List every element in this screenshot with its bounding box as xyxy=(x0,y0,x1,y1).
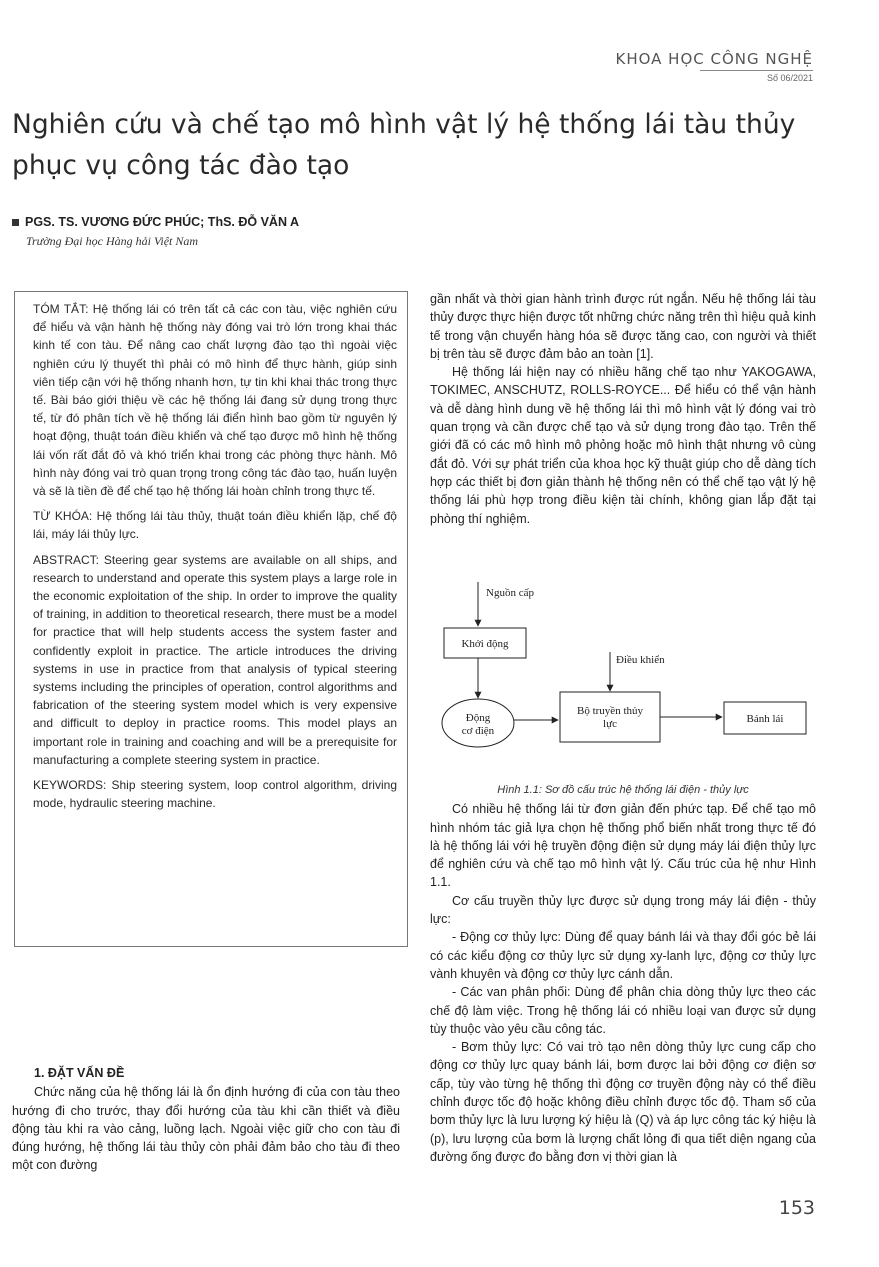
affiliation: Trường Đại học Hàng hải Việt Nam xyxy=(26,234,199,248)
right-column-body xyxy=(430,290,816,528)
abstract-text: Steering gear systems are available on all ships, and research to understand and operate this system plays a large role in the economic exploitation of the ship. In order to improve the quality of training, in addition to theoretical research, there must be a model for practice that will help students access the system faster and confidently exploit in practice. The article introduces the driving systems in use in practice from that analysis of typical steering systems including the principles of operation, control algorithms and fabrication of the steering system model which is very expensive and difficult to deploy in practice rooms. This model plays an important role in training and coaching and will be a prerequisite for manufacturing a complete steering system in practice. xyxy=(33,552,397,767)
label-khoi-dong: Khởi động xyxy=(461,638,509,650)
keywords-label: KEYWORDS: xyxy=(33,778,107,793)
keywords-paragraph xyxy=(33,776,397,812)
right-paragraph-3: Có nhiều hệ thống lái từ đơn giản đến phức tạp. Để chế tạo mô hình nhóm tác giả lựa chọn hệ thống phổ biến nhất trong thực tế đó là hệ thống lái với hệ truyền động điện sử dụng máy lái điện thủy lực để nghiên cứu và chế tạo mô hình vật lý. Cấu trúc của hệ như Hình 1.1. xyxy=(430,802,816,890)
header-issue: Số 06/2021 xyxy=(766,73,813,83)
paper-title: Nghiên cứu và chế tạo mô hình vật lý hệ thống lái tàu thủy phục vụ công tác đào tạo xyxy=(12,109,796,181)
label-dong-co-1: Động xyxy=(465,712,491,724)
right-paragraph-4: Cơ cấu truyền thủy lực được sử dụng trong máy lái điện - thủy lực: xyxy=(430,893,816,927)
section-heading: 1. ĐẶT VẤN ĐỀ xyxy=(34,1066,125,1080)
tom-tat-label: TÓM TẮT: xyxy=(33,302,89,316)
authors xyxy=(12,215,299,229)
right-column-body-lower xyxy=(430,781,816,1166)
label-banh-lai: Bánh lái xyxy=(746,713,784,725)
abstract-label: ABSTRACT: xyxy=(33,552,100,567)
label-bo-truyen-2: lực xyxy=(603,718,617,730)
header-section: KHOA HỌC CÔNG NGHỆ xyxy=(615,50,813,68)
right-paragraph-6: - Các van phân phối: Dùng để phân chia dòng thủy lực theo các chế độ làm việc. Trong hệ thống lái có nhiều loại van được sử dụng tùy thuộc vào yêu cầu công tác. xyxy=(430,985,816,1036)
figure-caption: Hình 1.1: Sơ đồ cấu trúc hệ thống lái điện - thủy lực xyxy=(497,784,749,796)
steering-system-diagram xyxy=(436,580,816,770)
right-paragraph-7: - Bơm thủy lực: Có vai trò tạo nên dòng thủy lực cung cấp cho động cơ thủy lực quay bánh lái, bơm được lai bởi động cơ điện sơ cấp, tùy vào từng hệ thống thì động cơ truyền động này có thể điều chỉnh được tốc độ hoặc không điều chỉnh được tốc độ. Tham số của bơm thủy lực là lưu lượng ký hiệu là (Q) và áp lực công tác ký hiệu là (p), lưu lượng của bơm là lượng chất lỏng đi qua tiết diện ngang của đường ống được đo bằng đơn vị thời gian là xyxy=(430,1040,816,1164)
right-paragraph-5: - Động cơ thủy lực: Dùng để quay bánh lái và thay đổi góc bẻ lái có các kiểu động cơ thủy lực sử dụng xy-lanh lực, động cơ thủy lực vành khuyên và động cơ thủy lực cánh dẫn. xyxy=(430,930,816,981)
tom-tat-paragraph xyxy=(33,300,397,500)
tu-khoa-label: TỪ KHÓA: xyxy=(33,509,93,524)
right-paragraph-1: gần nhất và thời gian hành trình được rút ngắn. Nếu hệ thống lái tàu thủy được thực hiện được tốt những chức năng trên thì hiệu quả kinh tế trong vận chuyển hàng hóa sẽ được tăng cao, con người và thiết bị trên tàu sẽ được đảm bảo an toàn [1]. xyxy=(430,292,816,361)
tom-tat-text: Hệ thống lái có trên tất cả các con tàu, việc nghiên cứu để hiểu và vận hành hệ thống này đóng vai trò lớn trong khai thác kinh tế con tàu. Để nâng cao chất lượng đào tạo thì ngoài việc nghiên cứu lý thuyết thì phải có mô hình để thực hành, giúp sinh viên tiếp cận với hệ thống nhanh hơn, tự tin khi khai thác trong thực tế. Bài báo giới thiệu về các hệ thống lái đang sử dụng trong thực tế, từ đó phân tích về hệ thống lái điển hình bao gồm từ nguyên lý hoạt động, thuật toán điều khiển và chế tạo được mô hình hệ thống lái vốn rất đắt đỏ và khó triển khai trong các phòng thực hành. Mô hình này đóng vai trò quan trọng trong công tác đào tạo, huấn luyện và sẽ là tiền đề để chế tạo hệ thống lái hoàn chỉnh trong thực tế. xyxy=(33,302,397,499)
label-nguon-cap: Nguồn cấp xyxy=(486,587,534,599)
box-bo-truyen xyxy=(560,692,660,742)
label-dieu-khien: Điều khiển xyxy=(616,654,665,666)
tu-khoa-text: Hệ thống lái tàu thủy, thuật toán điều khiển lặp, chế độ lái, máy lái thủy lực. xyxy=(33,509,397,542)
left-column-body xyxy=(12,1064,400,1175)
abstract-box xyxy=(14,291,408,947)
section-paragraph: Chức năng của hệ thống lái là ổn định hướng đi của con tàu theo hướng đi cho trước, thay đổi hướng của tàu khi cần thiết và điều động tàu khi ra vào cảng, luồng lạch. Ngoài việc giữ cho con tàu đi đúng hướng, hệ thống lái tàu thủy còn phải đảm bảo cho tàu đi theo một con đường xyxy=(12,1085,400,1173)
authors-text: PGS. TS. VƯƠNG ĐỨC PHÚC; ThS. ĐỖ VĂN A xyxy=(25,215,300,229)
keywords-text: Ship steering system, loop control algorithm, driving mode, hydraulic steering machine. xyxy=(33,778,397,811)
abstract-paragraph xyxy=(33,551,397,769)
page-number: 153 xyxy=(778,1197,815,1219)
tu-khoa-paragraph xyxy=(33,507,397,543)
header-rule xyxy=(700,70,813,71)
right-paragraph-2: Hệ thống lái hiện nay có nhiều hãng chế tạo như YAKOGAWA, TOKIMEC, ANSCHUTZ, ROLLS-ROYCE... Để hiểu có thể vận hành và dễ dàng hình dung về hệ thống lái thì mô hình vật lý đóng vai trò quan trọng và cần được chế tạo và sử dụng trong đào tạo. Trên thế giới đã có các mô hình mô phỏng hoặc mô hình thật nhưng vô cùng đắt đỏ. Với sự phát triển của khoa học kỹ thuật giúp cho dễ dàng tích hợp các thiết bị đơn giản thành hệ thống nên có thể chế tạo vật lý hệ thống lái phù hợp trong điều kiện tài chính, không gian lắp đặt tại phòng thí nghiệm. xyxy=(430,365,816,526)
bullet-square-icon xyxy=(12,219,19,226)
label-bo-truyen-1: Bộ truyền thủy xyxy=(577,705,643,717)
label-dong-co-2: cơ điện xyxy=(461,725,495,737)
